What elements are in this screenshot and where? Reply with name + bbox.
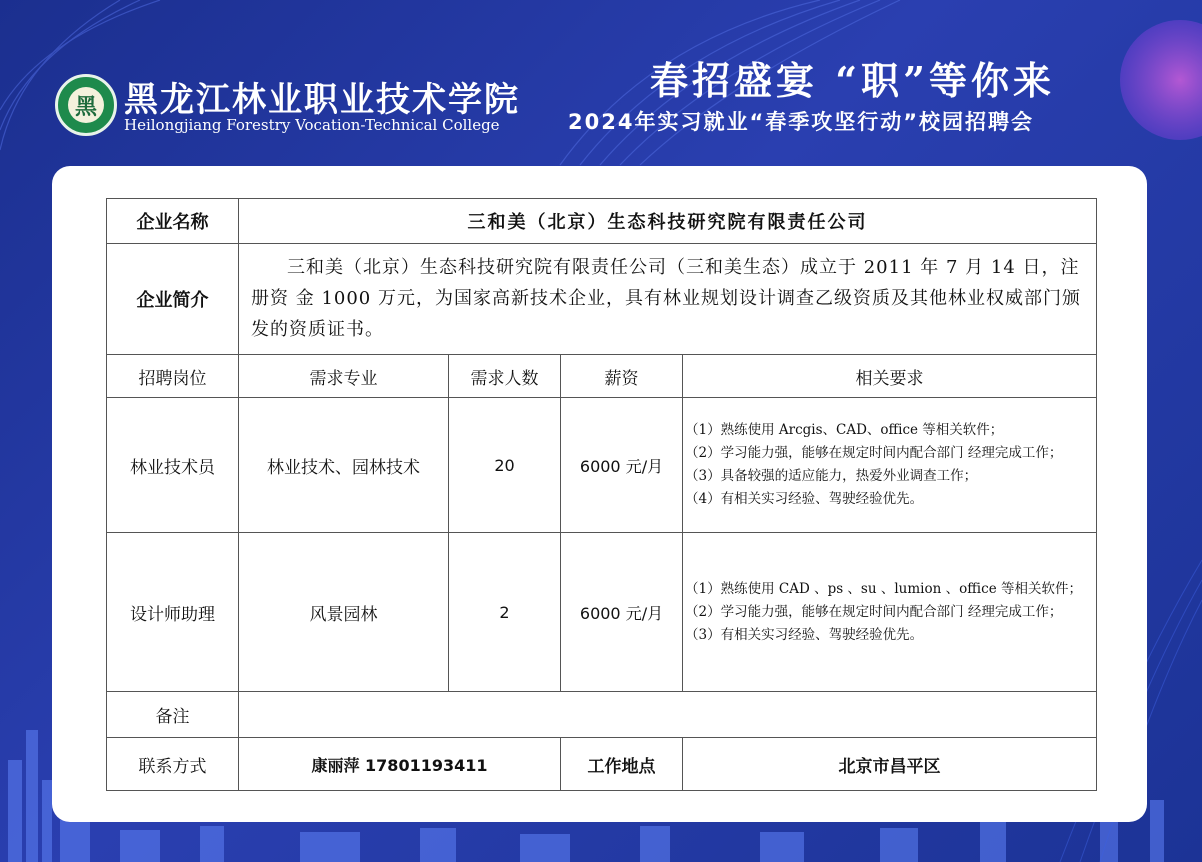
count-cell: 20 [449,398,561,533]
major-cell: 林业技术、园林技术 [239,398,449,533]
company-name: 三和美（北京）生态科技研究院有限责任公司 [239,199,1097,244]
requirement-item: （1）熟练使用 CAD 、ps 、su 、lumion 、office 等相关软件； [685,580,1082,597]
requirement-item: （2）学习能力强，能够在规定时间内配合部门 经理完成工作； [685,445,1063,461]
header [0,0,1202,165]
table-header-row [107,355,1097,398]
requirement-item: （4）有相关实习经验、驾驶经验优先。 [685,491,924,507]
header-salary: 薪资 [561,355,683,398]
fair-subtitle: 2024年实习就业“春季攻坚行动”校园招聘会 [568,110,1035,134]
slogan: 春招盛宴 “职”等你来 [650,58,1055,103]
company-row [107,199,1097,244]
location-label: 工作地点 [561,738,683,791]
location-value: 北京市昌平区 [683,738,1097,791]
count-cell: 2 [449,533,561,692]
requirement-item: （2）学习能力强，能够在规定时间内配合部门 经理完成工作； [685,603,1063,620]
college-logo [55,74,117,136]
recruitment-table [106,198,1097,791]
table-row [107,398,1097,533]
header-position: 招聘岗位 [107,355,239,398]
school-name-en: Heilongjiang Forestry Vocation-Technical College [124,116,500,134]
intro-text: 三和美（北京）生态科技研究院有限责任公司（三和美生态）成立于 2011 年 7 月 14 日，注册资 金 1000 万元，为国家高新技术企业，具有林业规划设计调查乙级资质及其他林业权威部门颁发的资质证书。 [239,244,1097,355]
salary-cell: 6000 元/月 [561,398,683,533]
requirement-item: （3）具备较强的适应能力，热爱外业调查工作； [685,468,978,484]
school-name-cn: 黑龙江林业职业技术学院 [124,80,520,120]
remark-value [239,692,1097,738]
requirements-cell [683,533,1097,692]
logo-emblem: 黑 [68,87,104,123]
position-cell: 设计师助理 [107,533,239,692]
contact-value: 康丽萍 17801193411 [239,738,561,791]
table-row [107,533,1097,692]
header-major: 需求专业 [239,355,449,398]
remark-row [107,692,1097,738]
salary-cell: 6000 元/月 [561,533,683,692]
company-label: 企业名称 [107,199,239,244]
remark-label: 备注 [107,692,239,738]
requirement-item: （1）熟练使用 Arcgis、CAD、office 等相关软件； [685,422,1004,438]
intro-row [107,244,1097,355]
position-cell: 林业技术员 [107,398,239,533]
header-requirements: 相关要求 [683,355,1097,398]
requirement-item: （3）有相关实习经验、驾驶经验优先。 [685,626,924,643]
intro-label: 企业简介 [107,244,239,355]
header-count: 需求人数 [449,355,561,398]
contact-label: 联系方式 [107,738,239,791]
contact-row [107,738,1097,791]
requirements-cell [683,398,1097,533]
major-cell: 风景园林 [239,533,449,692]
